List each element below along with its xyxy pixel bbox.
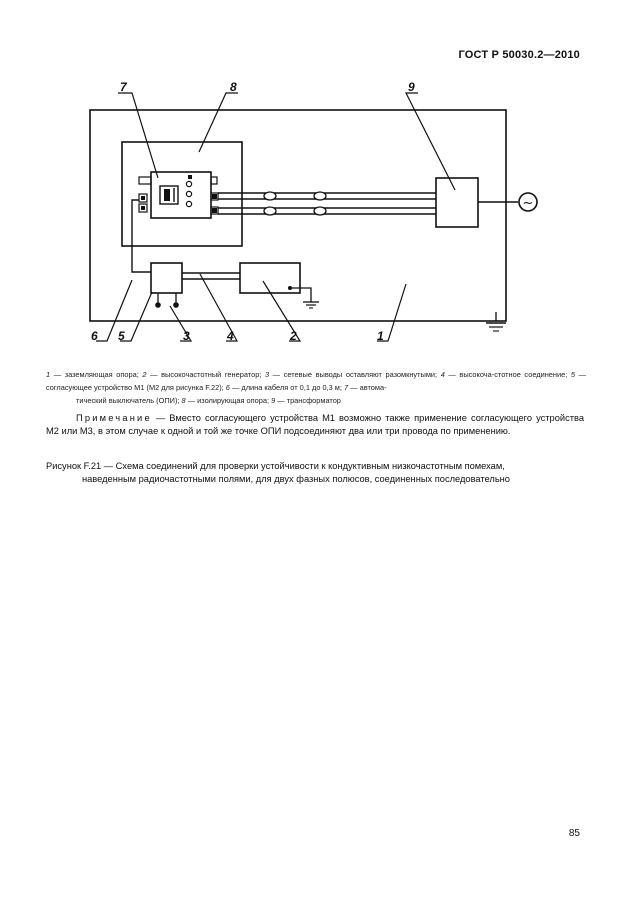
label-6: 6 <box>91 329 98 343</box>
legend-line-2: тический выключатель (ОПИ); 8 — изолирующая опора; 9 — трансформатор <box>76 396 341 405</box>
transformer-box <box>436 178 478 227</box>
document-header: ГОСТ Р 50030.2—2010 <box>458 49 580 61</box>
figure-caption <box>46 460 584 486</box>
label-2: 2 <box>290 329 297 343</box>
label-4: 4 <box>227 329 234 343</box>
label-3: 3 <box>183 329 190 343</box>
ac-symbol: ~ <box>522 196 534 211</box>
caption-line-2: наведенным радиочастотными полями, для двух фазных полюсов, соединенных последовательно <box>82 474 510 484</box>
note-label: Примечание <box>76 413 152 423</box>
note-paragraph <box>46 412 584 438</box>
label-9: 9 <box>408 80 415 94</box>
label-1: 1 <box>377 329 384 343</box>
label-8: 8 <box>230 80 237 94</box>
figure-legend <box>46 368 586 407</box>
caption-line-1: Рисунок F.21 — Схема соединений для проверки устойчивости к кондуктивным низкочастотным помехам, <box>46 461 505 471</box>
page-number: 85 <box>568 828 580 839</box>
legend-line-1: 1 — заземляющая опора; 2 — высокочастотный генератор; 3 — сетевые выводы оставляют разомкнутыми; 4 — высокоча-стотное соединение; 5 — согласующее устройство М1 (М2 для рисунка F.22); 6 — длина кабеля от 0,1 до 0,3 м; 7 — автома- <box>46 370 587 392</box>
matching-device-box <box>151 263 182 293</box>
label-5: 5 <box>118 329 125 343</box>
label-7: 7 <box>120 80 127 94</box>
note-text: — Вместо согласующего устройства М1 возможно также применение согласующего устройства М2 или М3, в этом случае к одной и той же точке ОПИ подсоединяют два или три провода по применению. <box>46 413 584 436</box>
